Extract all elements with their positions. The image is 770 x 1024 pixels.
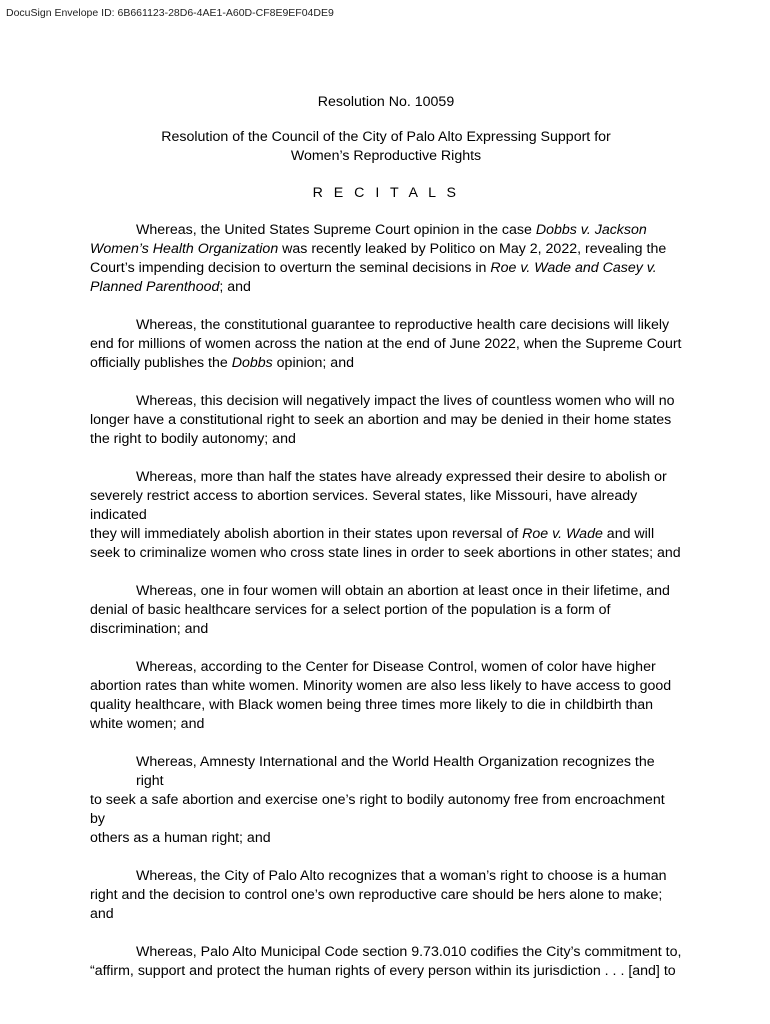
text-run: opinion; and (272, 355, 354, 371)
paragraph-line (90, 487, 682, 525)
text-run: to seek a safe abortion and exercise one’s right to bodily autonomy free from encroachment by (90, 792, 665, 827)
paragraph-line (90, 525, 682, 544)
paragraph-line (90, 905, 682, 924)
italic-citation: Planned Parenthood (90, 279, 220, 295)
text-run: was recently leaked by Politico on May 2, 2022, revealing the (278, 241, 667, 257)
text-run: seek to criminalize women who cross state lines in order to seek abortions in other states; and (90, 545, 681, 561)
text-run: Whereas, more than half the states have already expressed their desire to abolish or (136, 469, 667, 485)
text-run: ; and (219, 279, 251, 295)
paragraph-line (90, 962, 682, 981)
paragraph-line (90, 278, 682, 297)
paragraph-line (90, 544, 682, 563)
text-run: Whereas, one in four women will obtain an abortion at least once in their lifetime, and (136, 583, 670, 599)
paragraph-line (90, 658, 682, 677)
paragraph-line (90, 601, 682, 620)
text-run: and (90, 906, 114, 922)
text-run: white women; and (90, 716, 205, 732)
recitals-heading: R E C I T A L S (312, 185, 460, 201)
italic-citation: Roe v. Wade (522, 526, 603, 542)
resolution-title-line-2: Women’s Reproductive Rights (290, 148, 482, 164)
text-run: Whereas, this decision will negatively impact the lives of countless women who will no (136, 393, 675, 409)
text-run: quality healthcare, with Black women being three times more likely to die in childbirth than (90, 697, 654, 713)
text-run: Whereas, Amnesty International and the World Health Organization recognizes the right (136, 754, 655, 789)
text-run: Court’s impending decision to overturn the seminal decisions in (90, 260, 491, 276)
paragraph-line (90, 791, 682, 829)
paragraph-line (90, 582, 682, 601)
whereas-paragraph (90, 392, 682, 449)
document-page (90, 93, 682, 1000)
text-run: longer have a constitutional right to seek an abortion and may be denied in their home states (90, 412, 672, 428)
paragraph-line (90, 886, 682, 905)
text-run: abortion rates than white women. Minority women are also less likely to have access to good (90, 678, 672, 694)
text-run: discrimination; and (90, 621, 209, 637)
paragraph-line (90, 411, 682, 430)
text-run: severely restrict access to abortion services. Several states, like Missouri, have already indicated (90, 488, 638, 523)
paragraph-line (90, 867, 682, 886)
text-run: Whereas, the City of Palo Alto recognizes that a woman’s right to choose is a human (136, 868, 667, 884)
text-run: officially publishes the (90, 355, 232, 371)
paragraph-line (90, 259, 682, 278)
italic-citation: Dobbs v. Jackson (535, 222, 647, 238)
paragraph-line (90, 943, 682, 962)
whereas-paragraph (90, 221, 682, 297)
resolution-number: Resolution No. 10059 (317, 94, 455, 110)
whereas-paragraph (90, 943, 682, 981)
text-run: denial of basic healthcare services for a select portion of the population is a form of (90, 602, 611, 618)
text-run: Whereas, Palo Alto Municipal Code section 9.73.010 codifies the City’s commitment to, (136, 944, 682, 960)
whereas-paragraph (90, 468, 682, 563)
paragraph-line (90, 221, 682, 240)
text-run: they will immediately abolish abortion in their states upon reversal of (90, 526, 523, 542)
paragraph-line (90, 240, 682, 259)
resolution-title-line-1: Resolution of the Council of the City of Palo Alto Expressing Support for (161, 129, 611, 145)
whereas-paragraph (90, 658, 682, 734)
paragraph-line (90, 753, 682, 791)
paragraph-line (90, 620, 682, 639)
text-run: Whereas, according to the Center for Disease Control, women of color have higher (136, 659, 656, 675)
paragraph-line (90, 392, 682, 411)
paragraph-line (90, 829, 682, 848)
text-run: right and the decision to control one’s own reproductive care should be hers alone to make; (90, 887, 663, 903)
text-run: end for millions of women across the nation at the end of June 2022, when the Supreme Court (90, 336, 682, 352)
italic-citation: Women’s Health Organization (90, 241, 279, 257)
text-run: Whereas, the United States Supreme Court opinion in the case (136, 222, 536, 238)
paragraph-line (90, 715, 682, 734)
recitals-body (90, 221, 682, 981)
paragraph-line (90, 354, 682, 373)
whereas-paragraph (90, 582, 682, 639)
italic-citation: Roe v. Wade and Casey v. (490, 260, 657, 276)
paragraph-line (90, 677, 682, 696)
paragraph-line (90, 468, 682, 487)
whereas-paragraph (90, 316, 682, 373)
text-run: and will (602, 526, 655, 542)
docusign-envelope-id: DocuSign Envelope ID: 6B661123-28D6-4AE1-A60D-CF8E9EF04DE9 (6, 7, 334, 19)
whereas-paragraph (90, 867, 682, 924)
paragraph-line (90, 696, 682, 715)
paragraph-line (90, 430, 682, 449)
paragraph-line (90, 316, 682, 335)
resolution-title (90, 128, 682, 166)
italic-citation: Dobbs (231, 355, 273, 371)
text-run: “affirm, support and protect the human rights of every person within its jurisdiction . . . [and] to (90, 963, 676, 979)
text-run: Whereas, the constitutional guarantee to reproductive health care decisions will likely (136, 317, 670, 333)
text-run: the right to bodily autonomy; and (90, 431, 296, 447)
whereas-paragraph (90, 753, 682, 848)
paragraph-line (90, 335, 682, 354)
text-run: others as a human right; and (90, 830, 271, 846)
